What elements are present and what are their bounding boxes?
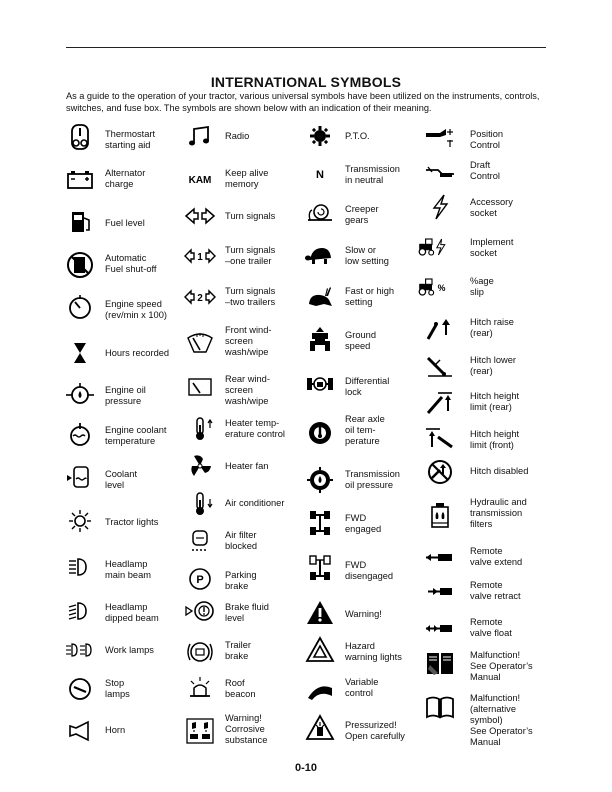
symbol-label: Engine oil pressure <box>105 385 146 406</box>
kam-icon <box>184 165 216 193</box>
header-rule <box>66 47 546 48</box>
trailer-count-text: 2 <box>197 293 203 304</box>
rear-axle-temp-icon <box>304 419 336 447</box>
manual-alt-icon <box>424 693 456 721</box>
symbol-label: Slow or low setting <box>345 245 389 266</box>
symbol-label: Air conditioner <box>225 498 285 508</box>
symbol-label: Hazard warning lights <box>345 641 402 662</box>
stop-lamps-icon <box>64 675 96 703</box>
accessory-socket-icon <box>424 193 456 221</box>
snail-icon <box>304 198 336 226</box>
roof-beacon-icon <box>184 674 216 702</box>
hitch-height-rear-icon <box>424 389 456 417</box>
fuel-shutoff-icon <box>64 251 96 279</box>
symbol-label: Differential lock <box>345 376 390 397</box>
fan-icon <box>184 452 216 480</box>
brake-fluid-icon <box>184 597 216 625</box>
implement-socket-icon <box>416 233 448 261</box>
hitch-lower-icon <box>424 352 456 380</box>
hourglass-icon <box>64 339 96 367</box>
engine-speed-icon <box>64 293 96 321</box>
hazard-icon <box>304 636 336 664</box>
symbol-label: Work lamps <box>105 645 154 655</box>
heater-temp-icon <box>184 415 216 443</box>
tractor-lights-icon <box>64 507 96 535</box>
draft-control-icon <box>424 160 456 188</box>
symbol-label: Implement socket <box>470 237 514 258</box>
fwd-engaged-icon <box>304 509 336 537</box>
symbol-label: Trailer brake <box>225 640 251 661</box>
symbol-label: %age slip <box>470 276 494 297</box>
symbol-label: Malfunction! See Operator’s Manual <box>470 650 533 682</box>
symbol-label: Brake fluid level <box>225 602 269 623</box>
symbol-label: Rear axle oil tem- perature <box>345 414 385 446</box>
warning-icon <box>304 599 336 627</box>
symbol-label: Fuel level <box>105 218 145 228</box>
radio-icon <box>184 123 216 151</box>
kam-text: KAM <box>188 175 212 186</box>
fuel-pump-icon <box>64 208 96 236</box>
symbol-label: Remote valve retract <box>470 580 521 601</box>
symbol-label: Accessory socket <box>470 197 513 218</box>
symbol-label: FWD disengaged <box>345 560 394 581</box>
symbol-label: Heater fan <box>225 461 269 471</box>
symbol-label: FWD engaged <box>345 513 382 534</box>
ground-speed-icon <box>304 325 336 353</box>
symbol-label: Heater temp- erature control <box>225 418 285 439</box>
page-number: 0-10 <box>294 762 318 774</box>
symbol-label: Hydraulic and transmission filters <box>470 497 527 529</box>
symbol-label: Hitch raise (rear) <box>470 317 514 338</box>
symbol-label: Hitch height limit (rear) <box>470 391 520 412</box>
symbol-label: Position Control <box>470 129 504 150</box>
coolant-level-icon <box>64 463 96 491</box>
turtle-icon <box>304 242 336 270</box>
symbol-label: Remote valve float <box>470 617 512 638</box>
turn-signals-one-trailer-icon <box>184 242 216 270</box>
valve-float-icon <box>424 615 456 643</box>
symbol-label: Pressurized! Open carefully <box>345 720 405 741</box>
rear-wiper-icon <box>184 373 216 401</box>
air-conditioner-icon <box>184 490 216 518</box>
turn-signals-icon <box>184 202 216 230</box>
page-title: INTERNATIONAL SYMBOLS <box>210 74 402 90</box>
air-filter-icon <box>184 527 216 555</box>
symbol-label: Front wind- screen wash/wipe <box>225 325 272 357</box>
parking-brake-icon <box>184 565 216 593</box>
symbol-label: Draft Control <box>470 160 500 181</box>
trailer-brake-icon <box>184 638 216 666</box>
symbol-label: Remote valve extend <box>470 546 523 567</box>
turn-signals-two-trailers-icon <box>184 283 216 311</box>
symbol-label: Turn signals –two trailers <box>225 286 276 307</box>
coolant-temp-icon <box>64 421 96 449</box>
symbol-label: Horn <box>105 725 126 735</box>
symbol-label: Parking brake <box>225 570 257 591</box>
main-beam-icon <box>64 553 96 581</box>
neutral-n-text: N <box>316 169 324 181</box>
symbol-label: Engine coolant temperature <box>105 425 167 446</box>
slip-icon <box>416 273 448 301</box>
symbol-label: Warning! Corrosive substance <box>225 713 268 745</box>
thermostart-icon <box>64 123 96 151</box>
symbol-label: P.T.O. <box>345 131 370 141</box>
symbol-label: Warning! <box>345 609 382 619</box>
parking-p-text: P <box>196 574 204 586</box>
symbol-label: Malfunction! (alternative symbol) See Operator’s Manual <box>470 693 533 747</box>
symbol-label: Transmission in neutral <box>345 164 400 185</box>
symbol-label: Creeper gears <box>345 204 379 225</box>
symbol-label: Turn signals –one trailer <box>225 245 276 266</box>
symbol-label: Hitch disabled <box>470 466 529 476</box>
rabbit-icon <box>304 284 336 312</box>
dipped-beam-icon <box>64 597 96 625</box>
symbol-label: Radio <box>225 131 250 141</box>
symbol-label: Keep alive memory <box>225 168 269 189</box>
symbol-label: Coolant level <box>105 469 138 490</box>
symbol-label: Roof beacon <box>225 678 256 699</box>
symbol-label: Hours recorded <box>105 348 170 358</box>
manual-icon <box>424 649 456 677</box>
symbol-label: Ground speed <box>345 330 377 351</box>
hydraulic-filters-icon <box>424 501 456 529</box>
symbol-label: Hitch lower (rear) <box>470 355 516 376</box>
symbol-label: Variable control <box>345 677 379 698</box>
symbol-label: Air filter blocked <box>225 530 258 551</box>
symbol-label: Rear wind- screen wash/wipe <box>225 374 270 406</box>
battery-icon <box>64 166 96 194</box>
corrosive-icon <box>184 717 216 745</box>
hitch-raise-icon <box>424 315 456 343</box>
hitch-disabled-icon <box>424 458 456 486</box>
symbol-label: Fast or high setting <box>345 286 395 307</box>
fwd-disengaged-icon <box>304 554 336 582</box>
slip-percent-text: % <box>437 283 446 293</box>
pressurized-icon <box>304 714 336 742</box>
valve-retract-icon <box>424 578 456 606</box>
differential-lock-icon <box>304 370 336 398</box>
valve-extend-icon <box>424 544 456 572</box>
intro-paragraph: As a guide to the operation of your tractor, various universal symbols have been utilized on the instruments, controls, switches, and fuse box. The symbols are shown below with an indication of their meaning. <box>66 91 540 113</box>
oil-pressure-icon <box>64 380 96 408</box>
symbol-label: Headlamp main beam <box>105 559 151 580</box>
symbol-label: Tractor lights <box>105 517 159 527</box>
symbol-label: Stop lamps <box>105 678 130 699</box>
symbol-label: Hitch height limit (front) <box>470 429 520 450</box>
pto-icon <box>304 122 336 150</box>
horn-icon <box>64 716 96 744</box>
symbol-label: Alternator charge <box>105 168 146 189</box>
symbol-label: Headlamp dipped beam <box>105 602 159 623</box>
symbol-label: Transmission oil pressure <box>345 469 400 490</box>
hitch-height-front-icon <box>424 425 456 453</box>
variable-control-icon <box>304 676 336 704</box>
trailer-count-text: 1 <box>197 252 203 263</box>
work-lamps-icon <box>64 636 96 664</box>
symbol-label: Automatic Fuel shut-off <box>105 253 157 274</box>
position-control-icon <box>424 125 456 153</box>
symbol-label: Thermostart starting aid <box>105 129 156 150</box>
neutral-icon <box>304 160 336 188</box>
symbol-label: Engine speed (rev/min x 100) <box>105 299 167 320</box>
transmission-oil-icon <box>304 466 336 494</box>
symbol-label: Turn signals <box>225 211 276 221</box>
front-wiper-icon <box>184 328 216 356</box>
